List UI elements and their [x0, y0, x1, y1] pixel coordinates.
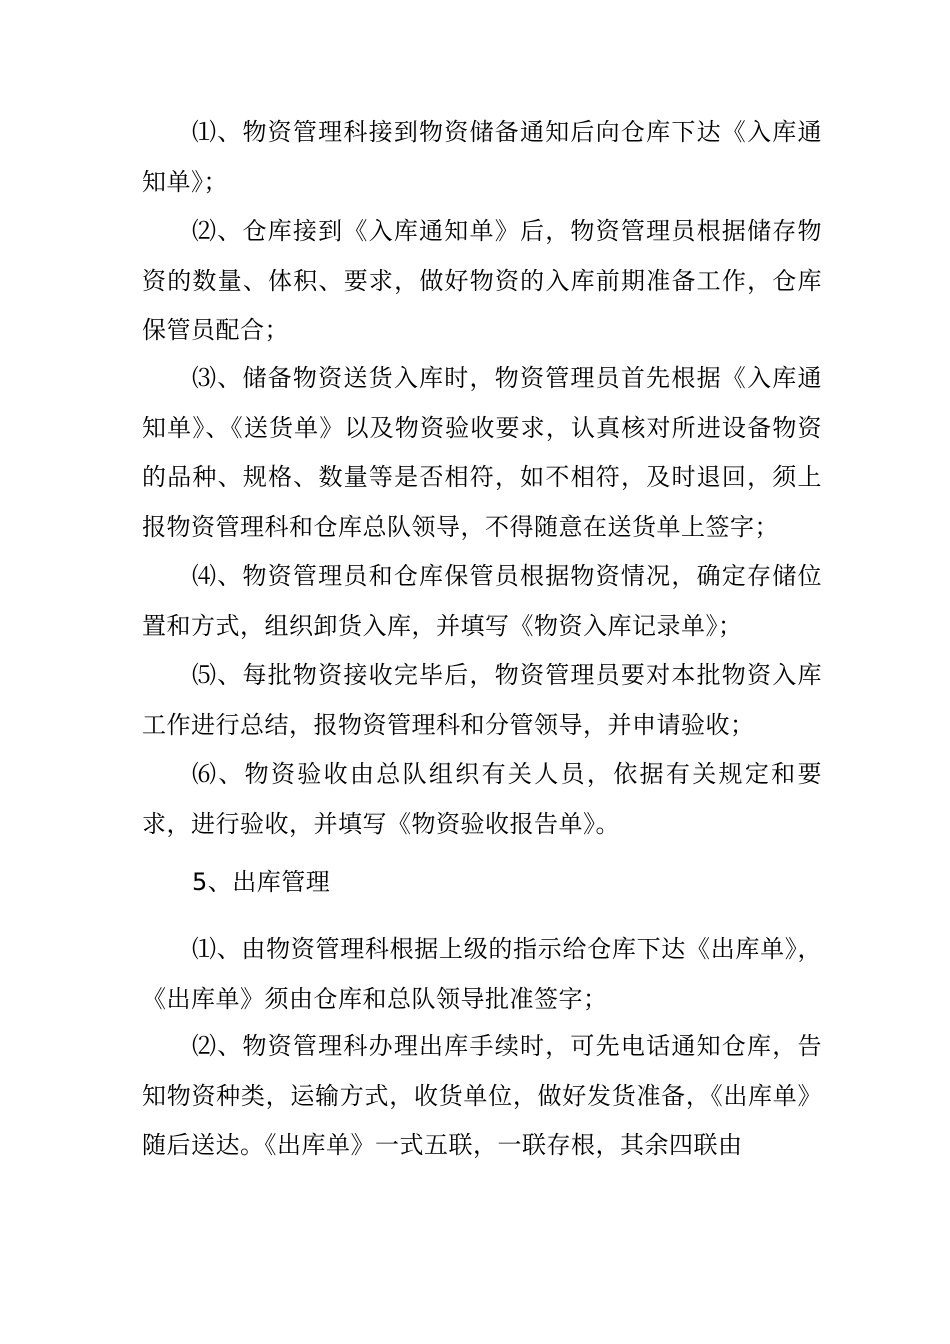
paragraph-6: ⑹、物资验收由总队组织有关人员，依据有关规定和要求，进行验收，并填写《物资验收报告单》。	[142, 760, 822, 838]
section-paragraph-1: ⑴、由物资管理科根据上级的指示给仓库下达《出库单》，《出库单》须由仓库和总队领导批准签字；	[142, 935, 822, 1013]
paragraph-1: ⑴、物资管理科接到物资储备通知后向仓库下达《入库通知单》；	[142, 118, 822, 196]
section-heading: 5、出库管理	[192, 868, 331, 896]
section-paragraph-2: ⑵、物资管理科办理出库手续时，可先电话通知仓库，告知物资种类，运输方式，收货单位，做好发货准备，《出库单》随后送达。《出库单》一式五联，一联存根，其余四联由	[142, 1032, 822, 1159]
paragraph-2: ⑵、仓库接到《入库通知单》后，物资管理员根据储存物资的数量、体积、要求，做好物资的入库前期准备工作，仓库保管员配合；	[142, 217, 822, 344]
paragraph-3: ⑶、储备物资送货入库时，物资管理员首先根据《入库通知单》、《送货单》以及物资验收要求，认真核对所进设备物资的品种、规格、数量等是否相符，如不相符，及时退回，须上报物资管理科和仓库总队领导，不得随意在送货单上签字；	[142, 364, 822, 541]
paragraph-5: ⑸、每批物资接收完毕后，物资管理员要对本批物资入库工作进行总结，报物资管理科和分管领导，并申请验收；	[142, 661, 822, 739]
paragraph-4: ⑷、物资管理员和仓库保管员根据物资情况，确定存储位置和方式，组织卸货入库，并填写《物资入库记录单》；	[142, 562, 822, 640]
